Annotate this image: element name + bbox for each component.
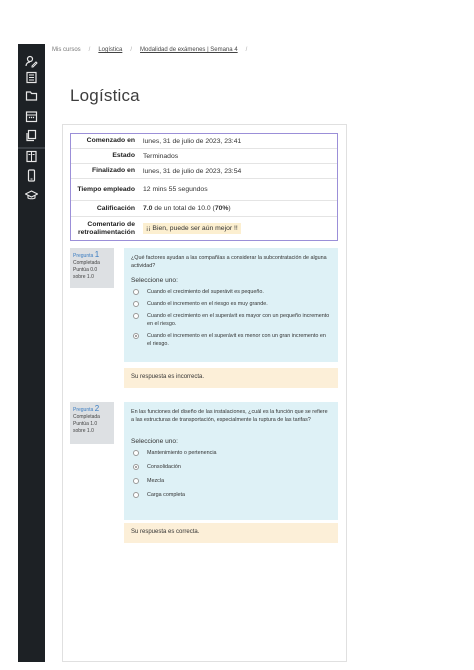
page-title: Logística bbox=[70, 86, 140, 105]
grade-score: 7.0 bbox=[143, 205, 153, 212]
summary-value: 12 mins 55 segundos bbox=[143, 186, 208, 193]
question-score-max: sobre 1.0 bbox=[73, 274, 94, 280]
left-nav-drawer bbox=[18, 44, 45, 662]
question-score: Puntúa 0.0 bbox=[73, 267, 98, 273]
overall-feedback-badge: ¡¡ Bien, puede ser aún mejor !! bbox=[143, 223, 241, 234]
user-edit-icon[interactable] bbox=[25, 55, 38, 68]
summary-row-started bbox=[71, 134, 337, 149]
question-text: ¿Qué factores ayudan a las compañías a considerar la subcontratación de alguna actividad? bbox=[131, 255, 327, 269]
question-2-feedback: Su respuesta es correcta. bbox=[124, 523, 338, 543]
breadcrumb-quiz[interactable]: Modalidad de exámenes | Semana 4 bbox=[140, 47, 238, 53]
answer-option-text: Cuando el crecimiento en el superávit es mayor con un pequeño incremento en el riesgo. bbox=[147, 313, 330, 327]
radio-button[interactable] bbox=[133, 478, 139, 484]
answer-option-text: Carga completa bbox=[147, 492, 186, 498]
question-number bbox=[73, 405, 111, 414]
mobile-icon[interactable] bbox=[25, 169, 38, 182]
book-icon[interactable] bbox=[25, 71, 38, 84]
answer-option-selected[interactable] bbox=[131, 332, 331, 348]
summary-value bbox=[139, 225, 241, 232]
summary-value bbox=[139, 205, 231, 212]
grade-total: de un total de 10.0 ( bbox=[152, 205, 215, 212]
summary-label: Finalizado en bbox=[91, 167, 135, 174]
answer-option-selected[interactable] bbox=[131, 463, 331, 471]
sidebar-divider bbox=[18, 147, 45, 149]
answer-option[interactable] bbox=[131, 491, 331, 499]
answer-option[interactable] bbox=[131, 288, 331, 296]
summary-label: Tiempo empleado bbox=[77, 185, 135, 193]
question-2-info bbox=[70, 402, 114, 444]
breadcrumb-my-courses[interactable]: Mis cursos bbox=[52, 47, 81, 53]
answer-option-text: Cuando el crecimiento del superávit es pequeño. bbox=[147, 289, 264, 295]
summary-value: lunes, 31 de julio de 2023, 23:54 bbox=[143, 167, 242, 175]
question-1-info bbox=[70, 248, 114, 288]
breadcrumb-course[interactable]: Logística bbox=[98, 47, 123, 53]
answer-option[interactable] bbox=[131, 477, 331, 485]
calendar-icon[interactable] bbox=[25, 110, 38, 123]
answer-option-text: Consolidación bbox=[147, 464, 181, 470]
question-state: Completada bbox=[73, 414, 100, 420]
breadcrumb bbox=[52, 47, 255, 53]
select-one-label: Seleccione uno: bbox=[131, 277, 178, 284]
grade-close: ) bbox=[228, 205, 231, 212]
summary-row-finished bbox=[71, 164, 337, 179]
summary-label: Comentario de retroalimentación bbox=[77, 220, 135, 236]
answer-option-text: Mezcla bbox=[147, 478, 165, 484]
summary-label: Calificación bbox=[96, 204, 135, 212]
question-number-value: 1 bbox=[94, 250, 100, 259]
radio-button[interactable] bbox=[133, 450, 139, 456]
files-icon[interactable] bbox=[25, 129, 38, 142]
folder-icon[interactable] bbox=[25, 89, 38, 102]
answer-option-text: Cuando el incremento en el riesgo es muy grande. bbox=[147, 301, 268, 307]
summary-row-feedback bbox=[71, 217, 337, 240]
summary-value: Terminados bbox=[143, 152, 179, 160]
question-1-feedback: Su respuesta es incorrecta. bbox=[124, 368, 338, 388]
question-label: Pregunta bbox=[73, 407, 94, 413]
book-open-icon[interactable] bbox=[25, 150, 38, 163]
answer-option[interactable] bbox=[131, 312, 331, 328]
radio-button-selected[interactable] bbox=[133, 464, 139, 470]
breadcrumb-separator: / bbox=[245, 47, 248, 53]
question-score: Puntúa 1.0 bbox=[73, 421, 98, 427]
attempt-summary-table bbox=[70, 133, 338, 241]
answer-option[interactable] bbox=[131, 449, 331, 457]
breadcrumb-separator: / bbox=[88, 47, 91, 53]
radio-button[interactable] bbox=[133, 289, 139, 295]
answer-option-text: Mantenimiento o pertenencia bbox=[147, 450, 217, 456]
question-number bbox=[73, 251, 111, 260]
summary-label: Comenzado en bbox=[86, 137, 135, 144]
select-one-label: Seleccione uno: bbox=[131, 438, 178, 445]
question-2-content bbox=[124, 402, 338, 520]
summary-row-time-taken bbox=[71, 179, 337, 201]
question-label: Pregunta bbox=[73, 253, 94, 259]
graduation-cap-icon[interactable] bbox=[25, 189, 38, 202]
question-number-value: 2 bbox=[94, 404, 100, 413]
summary-row-grade bbox=[71, 201, 337, 217]
question-text: En las funciones del diseño de las instalaciones, ¿cuál es la función que se refiere a las estructuras de transportación, especialmente la ruptura de las tarifas? bbox=[131, 409, 328, 423]
breadcrumb-separator: / bbox=[130, 47, 133, 53]
radio-button[interactable] bbox=[133, 492, 139, 498]
grade-percent: 70% bbox=[214, 205, 229, 212]
answer-option-text: Cuando el incremento en el superávit es menor con un gran incremento en el riesgo. bbox=[147, 333, 326, 347]
answer-option[interactable] bbox=[131, 300, 331, 308]
summary-label: Estado bbox=[112, 152, 135, 159]
question-1-content bbox=[124, 248, 338, 362]
radio-button[interactable] bbox=[133, 313, 139, 319]
question-state: Completada bbox=[73, 260, 100, 266]
radio-button[interactable] bbox=[133, 301, 139, 307]
summary-value: lunes, 31 de julio de 2023, 23:41 bbox=[143, 137, 242, 145]
question-score-max: sobre 1.0 bbox=[73, 428, 94, 434]
summary-row-state bbox=[71, 149, 337, 164]
radio-button-selected[interactable] bbox=[133, 333, 139, 339]
